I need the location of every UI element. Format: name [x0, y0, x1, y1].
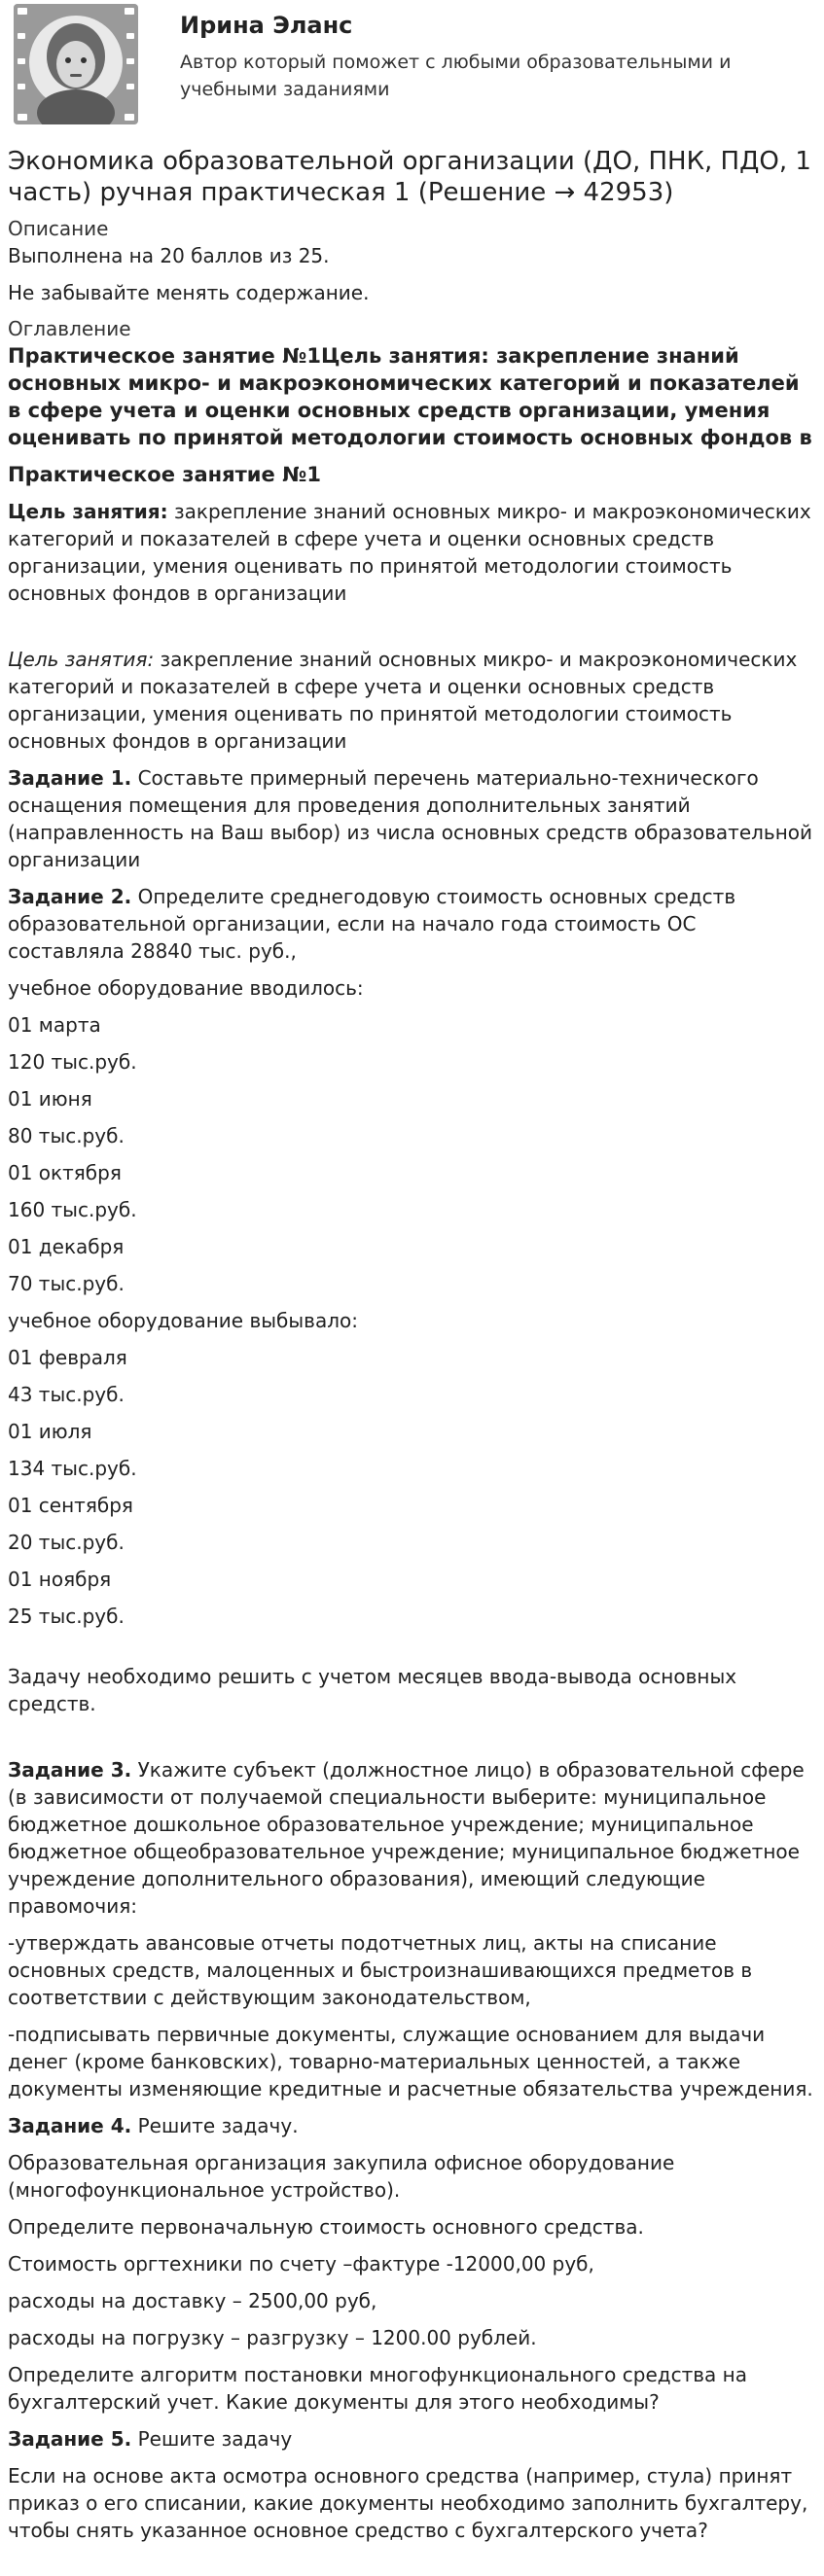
goal2-label: Цель занятия:: [8, 648, 155, 671]
description-label: Описание: [8, 217, 109, 240]
task5-text: Решите задачу: [131, 2427, 293, 2451]
task4-line: Образовательная организация закупила офисное оборудование (многофоункциональное устройство).: [8, 2151, 675, 2202]
in-line: 80 тыс.руб.: [8, 1124, 125, 1147]
task2-paragraph: [8, 883, 816, 965]
task4-label: Задание 4.: [8, 2114, 132, 2137]
in-line: 01 июня: [8, 1087, 92, 1111]
out-line: 25 тыс.руб.: [8, 1605, 125, 1628]
task4-line: расходы на доставку – 2500,00 руб,: [8, 2289, 377, 2312]
goal-text: закрепление знаний основных микро- и макроэкономических категорий и показателей в сфере учета и оценки основных средств организации, умения оценивать по принятой методологии стоимость основных фондов в организации: [8, 500, 811, 605]
task5-paragraph: [8, 2425, 816, 2452]
task5-line: Если на основе акта осмотра основного средства (например, стула) принят приказ о его списании, какие документы необходимо заполнить бухгалтеру, чтобы снять указанное основное средство с бухгалтерского учета?: [8, 2464, 808, 2542]
task1-text: Составьте примерный перечень материально-технического оснащения помещения для проведения дополнительных занятий (направленность на Ваш выбор) из числа основных средств образовательной организации: [8, 766, 813, 871]
in-line: 01 октября: [8, 1161, 122, 1184]
out-line: 01 ноября: [8, 1568, 112, 1591]
task2-note: Задачу необходимо решить с учетом месяцев ввода-вывода основных средств.: [8, 1665, 737, 1715]
task2-text: Определите среднегодовую стоимость основных средств образовательной организации, если на начало года стоимость ОС составляла 28840 тыс. руб.,: [8, 885, 736, 963]
out-line: 01 февраля: [8, 1346, 127, 1369]
goal2-paragraph: [8, 646, 816, 755]
task4-line: расходы на погрузку – разгрузку – 1200.00 рублей.: [8, 2326, 537, 2349]
goal-label: Цель занятия:: [8, 500, 168, 523]
task4-paragraph: [8, 2112, 816, 2139]
description-text: Выполнена на 20 баллов из 25.: [8, 244, 330, 267]
goal2-text: закрепление знаний основных микро- и макроэкономических категорий и показателей в сфере учета и оценки основных средств организации, умения оценивать по принятой методологии стоимость основных фондов в организации: [8, 648, 798, 753]
task5-label: Задание 5.: [8, 2427, 132, 2451]
task1-label: Задание 1.: [8, 766, 132, 790]
in-line: 01 декабря: [8, 1235, 125, 1258]
work-title: Экономика образовательной организации (ДО, ПНК, ПДО, 1 часть) ручная практическая 1 (Решение → 42953): [8, 147, 811, 207]
task3-paragraph: [8, 1756, 816, 1920]
spacer: [8, 1727, 816, 1756]
task4-text: Решите задачу.: [131, 2114, 299, 2137]
toc-heading[interactable]: Практическое занятие №1Цель занятия: закрепление знаний основных микро- и макроэкономических категорий и показателей в сфере учета и оценки основных средств организации, умения оценивать по принятой методологии стоимость основных фондов в: [8, 344, 812, 449]
out-line: 20 тыс.руб.: [8, 1531, 125, 1554]
task2-label: Задание 2.: [8, 885, 132, 908]
task3-text: Укажите субъект (должностное лицо) в образовательной сфере (в зависимости от получаемой специальности выберите: муниципальное бюджетное дошкольное образовательное учреждение; муниципальное бюджетное общеобразовательное учреждение; муниципальное бюджетное учреждение дополнительного образования), имеющий следующие правомочия:: [8, 1758, 805, 1918]
intro-out: учебное оборудование выбывало:: [8, 1309, 358, 1332]
task3-item: -подписывать первичные документы, служащие основанием для выдачи денег (кроме банковских), товарно-материальных ценностей, а также документы изменяющие кредитные и расчетные обязательства учреждения.: [8, 2023, 813, 2100]
in-line: 01 марта: [8, 1013, 101, 1037]
goal-paragraph: [8, 498, 816, 607]
author-avatar[interactable]: [8, 4, 144, 124]
task4-line: Определите первоначальную стоимость основного средства.: [8, 2215, 644, 2239]
in-line: 120 тыс.руб.: [8, 1050, 137, 1074]
author-name[interactable]: Ирина Эланс: [180, 12, 353, 39]
spacer: [8, 617, 816, 646]
out-line: 01 июля: [8, 1420, 92, 1443]
out-line: 134 тыс.руб.: [8, 1457, 137, 1480]
intro-in: учебное оборудование вводилось:: [8, 976, 364, 1000]
task4-line: Определите алгоритм постановки многофункционального средства на бухгалтерский учет. Какие документы для этого необходимы?: [8, 2363, 747, 2414]
task4-line: Стоимость оргтехники по счету –фактуре -12000,00 руб,: [8, 2252, 594, 2276]
task1-paragraph: [8, 764, 816, 873]
work-content: [0, 146, 824, 2544]
spacer: [8, 1640, 816, 1663]
task3-label: Задание 3.: [8, 1758, 132, 1782]
out-line: 43 тыс.руб.: [8, 1383, 125, 1406]
author-card: [0, 0, 824, 136]
author-description: Автор который поможет с любыми образовательными и учебными заданиями: [180, 52, 732, 100]
toc-label: Оглавление: [8, 317, 131, 340]
practice-heading: Практическое занятие №1: [8, 463, 321, 486]
in-line: 70 тыс.руб.: [8, 1272, 125, 1295]
note-text: Не забывайте менять содержание.: [8, 281, 370, 304]
task3-item: -утверждать авансовые отчеты подотчетных лиц, акты на списание основных средств, малоценных и быстроизнашивающихся предметов в соответствии с действующим законодательством,: [8, 1931, 753, 2009]
out-line: 01 сентября: [8, 1494, 133, 1517]
in-line: 160 тыс.руб.: [8, 1198, 137, 1221]
